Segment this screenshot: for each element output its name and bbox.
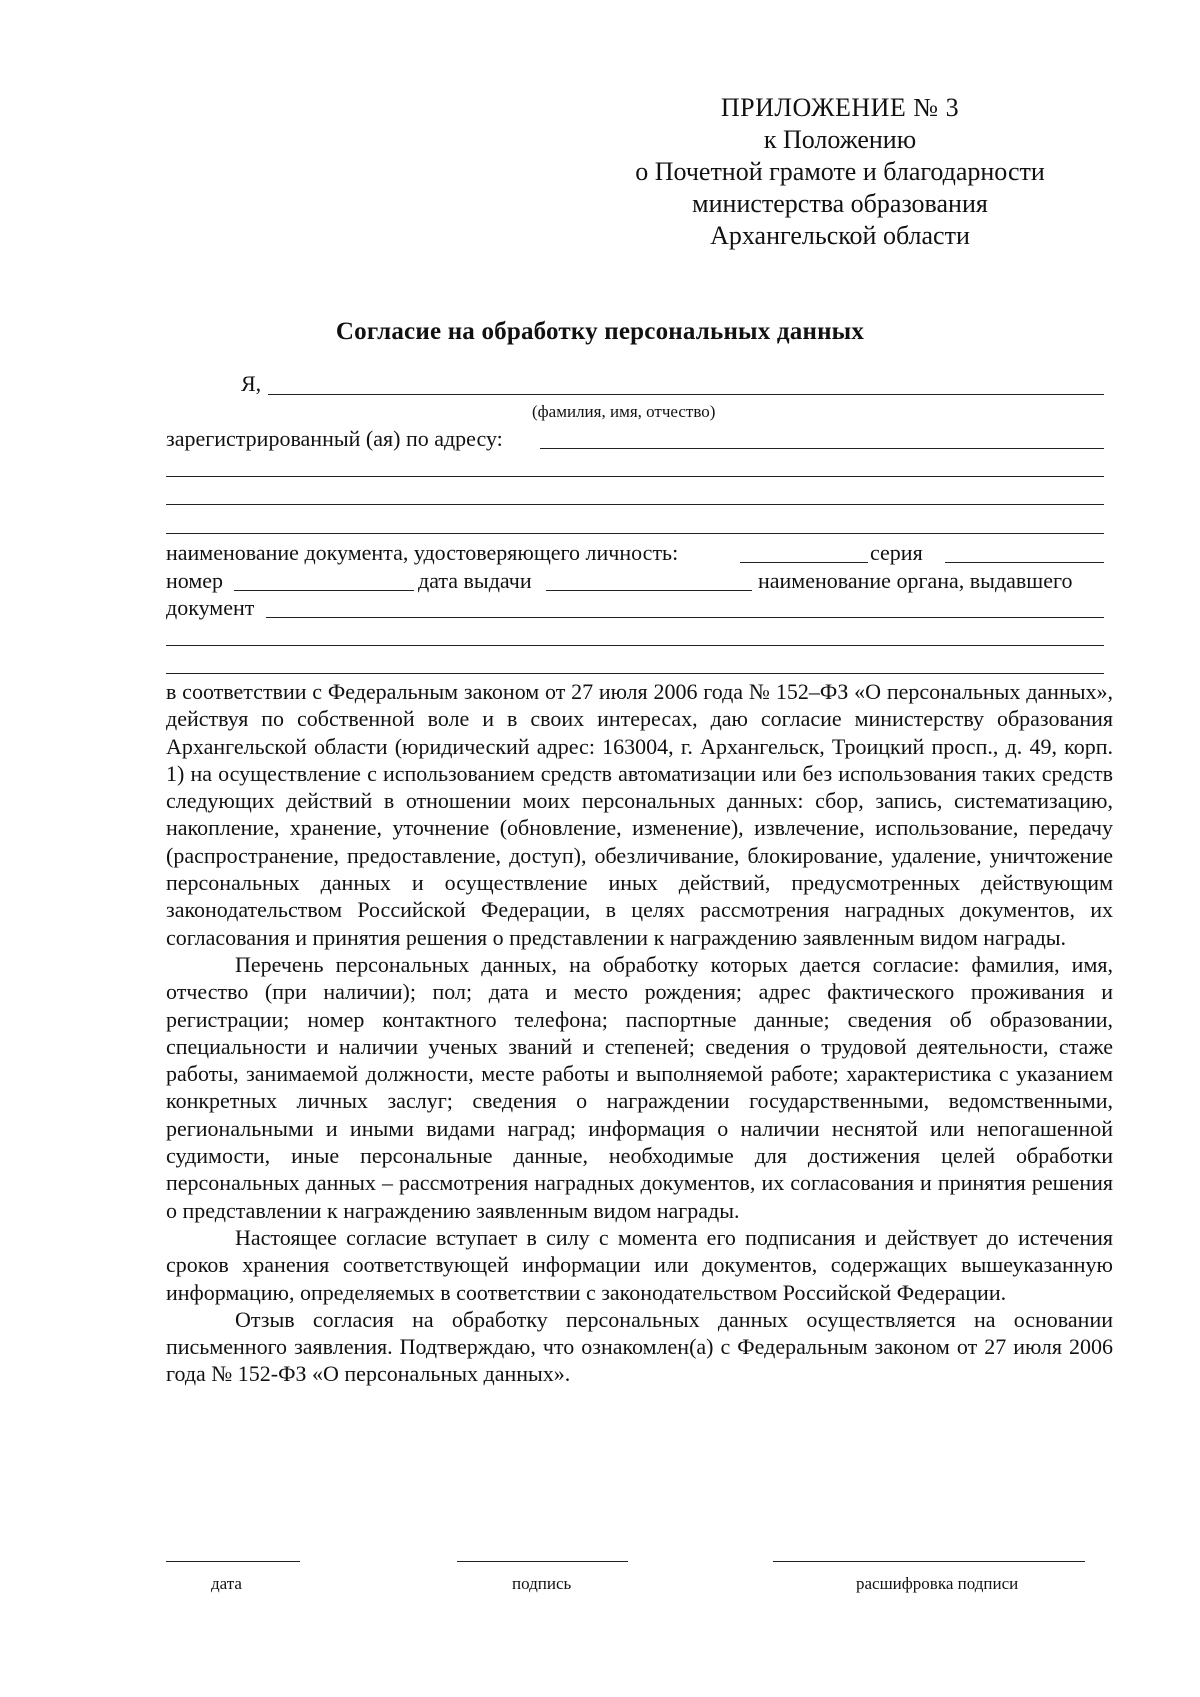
- consent-paragraph-4: Отзыв согласия на обработку персональных данных осуществляется на основании письменного заявления. Подтверждаю, что ознакомлен(а) с Федеральным законом от 27 июля 2006 года № 152-ФЗ «О персональных данных».: [166, 1306, 1113, 1387]
- appendix-regulation: о Почетной грамоте и благодарности: [635, 157, 1045, 186]
- address-field-line-4[interactable]: [166, 533, 1104, 534]
- issuer-label: наименование органа, выдавшего: [758, 568, 1073, 593]
- consent-paragraph-2: Перечень персональных данных, на обработку которых дается согласие: фамилия, имя, отчество (при наличии); пол; дата и место рождения; адрес фактического проживания и регистрации; номер контактного телефона; паспортные данные; сведения об образовании, специальности и наличии ученых званий и степеней; сведения о трудовой деятельности, стаже работы, занимаемой должности, месте работы и выполняемой работе; характеристика с указанием конкретных личных заслуг; сведения о награждении государственными, ведомственными, региональными и иными видами наград; информация о наличии неснятой или непогашенной судимости, иные персональные данные, необходимые для достижения целей обработки персональных данных – рассмотрения наградных документов, их согласования и принятия решения о представлении к награждению заявленным видом награды.: [166, 951, 1113, 1223]
- doc-name-label: наименование документа, удостоверяющего личность:: [166, 540, 679, 565]
- fio-hint: (фамилия, имя, отчество): [532, 402, 716, 421]
- address-label: зарегистрированный (ая) по адресу:: [166, 426, 503, 451]
- document-label: документ: [166, 595, 255, 620]
- consent-body: [166, 678, 1113, 1388]
- appendix-ministry: министерства образования: [692, 189, 988, 218]
- number-field[interactable]: [234, 590, 414, 591]
- fio-field[interactable]: [268, 394, 1104, 395]
- series-label: серия: [870, 540, 923, 565]
- number-label: номер: [166, 568, 224, 593]
- issuer-field-line-2[interactable]: [166, 645, 1104, 646]
- date-field[interactable]: [166, 1561, 300, 1562]
- appendix-reference: к Положению: [763, 125, 917, 154]
- signature-label: подпись: [512, 1574, 572, 1593]
- appendix-number: ПРИЛОЖЕНИЕ № 3: [720, 93, 960, 122]
- appendix-header: [580, 92, 1100, 252]
- issuer-field-line-3[interactable]: [166, 673, 1104, 674]
- signature-decoding-field[interactable]: [773, 1561, 1085, 1562]
- signature-field[interactable]: [457, 1561, 628, 1562]
- appendix-region: Архангельской области: [710, 221, 970, 250]
- document-title: Согласие на обработку персональных данных: [335, 318, 865, 345]
- date-label: дата: [211, 1574, 242, 1593]
- issue-date-field[interactable]: [546, 590, 752, 591]
- consent-paragraph-3: Настоящее согласие вступает в силу с момента его подписания и действует до истечения сроков хранения соответствующей информации или документов, содержащих вышеуказанную информацию, определяемых в соответствии с законодательством Российской Федерации.: [166, 1224, 1113, 1305]
- signature-decoding-label: расшифровка подписи: [856, 1574, 1019, 1593]
- address-field-line-2[interactable]: [166, 476, 1104, 477]
- address-field[interactable]: [540, 448, 1104, 449]
- issue-date-label: дата выдачи: [418, 568, 532, 593]
- doc-name-field[interactable]: [740, 562, 868, 563]
- issuer-field[interactable]: [266, 617, 1104, 618]
- ya-label: Я,: [241, 371, 262, 396]
- address-field-line-3[interactable]: [166, 504, 1104, 505]
- series-field[interactable]: [945, 562, 1104, 563]
- consent-paragraph-1: в соответствии с Федеральным законом от 27 июля 2006 года № 152–ФЗ «О персональных данных», действуя по собственной воле и в своих интересах, даю согласие министерству образования Архангельской области (юридический адрес: 163004, г. Архангельск, Троицкий просп., д. 49, корп. 1) на осуществление с использованием средств автоматизации или без использования таких средств следующих действий в отношении моих персональных данных: сбор, запись, систематизацию, накопление, хранение, уточнение (обновление, изменение), извлечение, использование, передачу (распространение, предоставление, доступ), обезличивание, блокирование, удаление, уничтожение персональных данных и осуществление иных действий, предусмотренных действующим законодательством Российской Федерации, в целях рассмотрения наградных документов, их согласования и принятия решения о представлении к награждению заявленным видом награды.: [166, 679, 1113, 950]
